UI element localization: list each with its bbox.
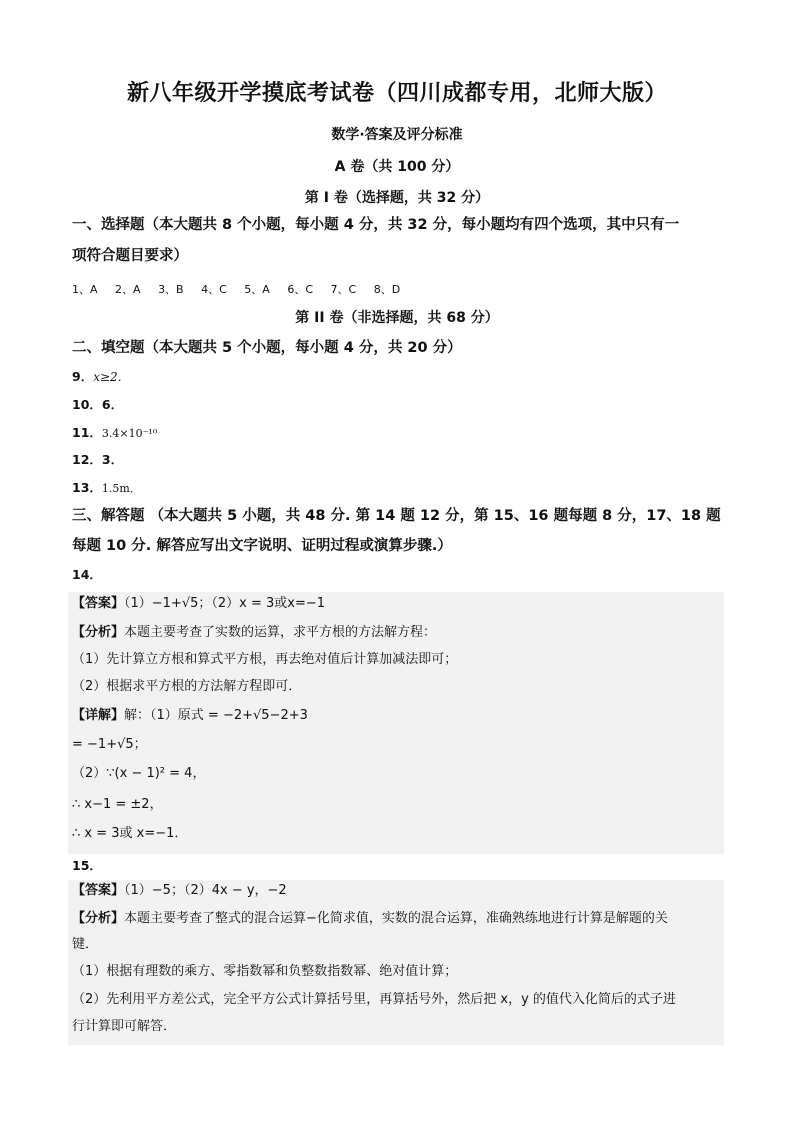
fill-item-12: 12．3． (72, 452, 124, 467)
fill-item-13: 13．1.5m． (72, 480, 141, 495)
answer-1: 1、A (72, 283, 98, 296)
q15-analysis-line1: 【分析】本题主要考查了整式的混合运算−化简求值，实数的混合运算，准确熟练地进行计算是解题的关 (72, 911, 668, 926)
answer-7: 7、C (330, 283, 357, 296)
subject-heading: 数学·答案及评分标准 (331, 127, 463, 143)
section2-heading: 二、填空题（本大题共 5 个小题，每小题 4 分，共 20 分） (72, 340, 462, 356)
fill-item-10: 10．6． (72, 397, 124, 412)
section3-heading-line1: 三、解答题 （本大题共 5 小题，共 48 分. 第 14 题 12 分，第 15、16 题每题 8 分，17、18 题 (72, 508, 721, 524)
q15-solution-box (68, 880, 724, 1045)
q14-step1: （1）先计算立方根和算式平方根，再去绝对值后计算加减法即可； (72, 652, 458, 667)
q14-detail-line2: = −1+√5； (72, 737, 147, 752)
part1-heading: 第 I 卷（选择题，共 32 分） (304, 190, 490, 206)
q14-detail-line3: （2）∵(x − 1)² = 4， (72, 766, 206, 781)
q14-analysis: 【分析】本题主要考查了实数的运算，求平方根的方法解方程： (72, 625, 437, 640)
q15-step1: （1）根据有理数的乘方、零指数幂和负整数指数幂、绝对值计算； (72, 964, 458, 979)
volume-a-heading: A 卷（共 100 分） (334, 159, 460, 175)
answer-6: 6、C (287, 283, 314, 296)
answer-2: 2、A (115, 283, 141, 296)
q14-answer: 【答案】（1）−1+√5；（2）x = 3或x=−1 (72, 596, 326, 611)
q14-detail: 【详解】解：（1）原式 = −2+√5−2+3 (72, 708, 308, 723)
section1-heading-line2: 项符合题目要求） (72, 248, 188, 264)
choice-answers (72, 281, 414, 297)
q15-step2-line1: （2）先利用平方差公式，完全平方公式计算括号里，再算括号外，然后把 x，y 的值代入化简后的式子进 (72, 992, 676, 1007)
q15-step2-line2: 行计算即可解答． (72, 1019, 177, 1034)
q15-analysis-line2: 键． (72, 937, 99, 952)
question-15-number: 15． (72, 858, 102, 873)
answer-8: 8、D (373, 283, 401, 296)
fill-item-9: 9．x≥2． (72, 369, 130, 384)
question-14-number: 14． (72, 567, 102, 582)
q14-step2: （2）根据求平方根的方法解方程即可． (72, 679, 302, 694)
part2-heading: 第 II 卷（非选择题，共 68 分） (295, 310, 499, 326)
answer-5: 5、A (244, 283, 270, 296)
q15-answer: 【答案】（1）−5；（2）4x − y，−2 (72, 883, 287, 898)
page-title: 新八年级开学摸底考试卷（四川成都专用，北师大版） (126, 81, 667, 106)
section1-heading-line1: 一、选择题（本大题共 8 个小题，每小题 4 分，共 32 分，每小题均有四个选项，其中只有一 (72, 217, 680, 233)
answer-3: 3、B (158, 283, 184, 296)
q14-detail-line4: ∴ x−1 = ±2， (72, 797, 163, 812)
fill-item-11: 11．3.4×10⁻¹⁰ (72, 425, 158, 440)
q14-solution-box (68, 592, 724, 854)
section3-heading-line2: 每题 10 分. 解答应写出文字说明、证明过程或演算步骤.） (72, 538, 452, 554)
answer-4: 4、C (201, 283, 227, 296)
q14-detail-line5: ∴ x = 3或 x=−1． (72, 826, 188, 841)
